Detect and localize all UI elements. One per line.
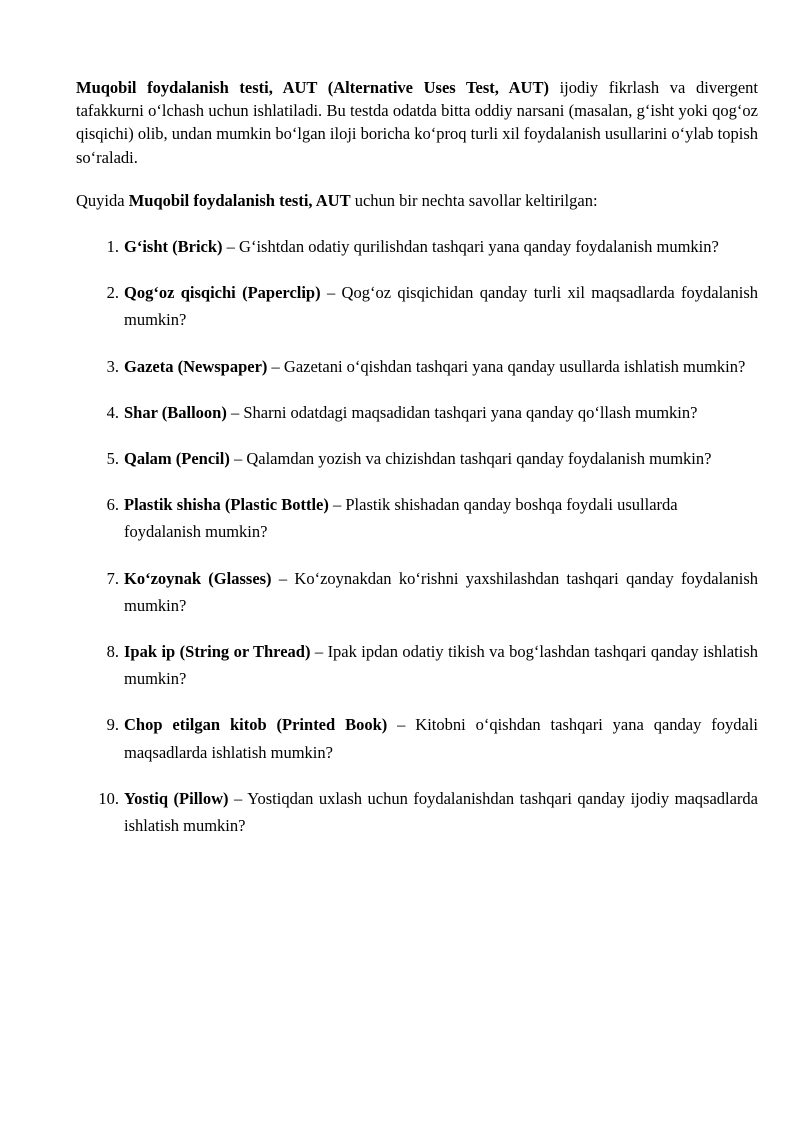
question-term: Plastik shisha (Plastic Bottle) xyxy=(124,495,329,515)
question-term: Yostiq (Pillow) xyxy=(124,788,229,808)
question-dash: – xyxy=(387,715,416,735)
intro-paragraph xyxy=(76,76,758,169)
list-intro-line xyxy=(76,189,758,212)
question-text: Yostiqdan uxlash uchun foydalanishdan tashqari qanday ijodiy maqsadlarda ishlatish mumkin? xyxy=(124,788,759,836)
question-term: Gazeta (Newspaper) xyxy=(124,356,268,376)
list-intro-after: uchun bir nechta savollar keltirilgan: xyxy=(350,190,598,210)
question-text: Gʻishtdan odatiy qurilishdan tashqari yana qanday foydalanish mumkin? xyxy=(239,237,719,257)
question-number: 7. xyxy=(106,568,119,588)
question-item xyxy=(76,711,758,765)
question-item xyxy=(76,399,758,426)
question-text: Kitobni oʻqishdan tashqari yana qanday foydali maqsadlarda ishlatish mumkin? xyxy=(124,715,758,762)
question-number: 1. xyxy=(106,237,119,257)
question-text: Gazetani oʻqishdan tashqari yana qanday usullarda ishlatish mumkin? xyxy=(283,356,746,376)
question-term: Gʻisht (Brick) xyxy=(124,237,223,257)
question-list xyxy=(76,233,758,839)
question-text: Plastik shishadan qanday boshqa foydali usullarda foydalanish mumkin? xyxy=(124,495,678,542)
question-dash: – xyxy=(229,449,247,469)
question-text: Qogʻoz qisqichidan qanday turli xil maqsadlarda foydalanish mumkin? xyxy=(124,283,758,330)
list-intro-before: Quyida xyxy=(76,190,129,210)
question-item xyxy=(76,491,758,545)
question-number: 9. xyxy=(106,715,119,735)
question-term: Chop etilgan kitob (Printed Book) xyxy=(124,715,388,735)
question-term: Ipak ip (String or Thread) xyxy=(124,642,311,662)
question-dash: – xyxy=(267,356,284,376)
question-dash: – xyxy=(320,283,342,303)
question-text: Sharni odatdagi maqsadidan tashqari yana qanday qoʻllash mumkin? xyxy=(243,402,698,422)
question-number: 4. xyxy=(106,402,119,422)
question-item xyxy=(76,279,758,333)
question-dash: – xyxy=(222,237,240,257)
question-dash: – xyxy=(228,788,248,808)
question-term: Qogʻoz qisqichi (Paperclip) xyxy=(124,283,321,303)
question-term: Koʻzoynak (Glasses) xyxy=(124,568,272,588)
question-item xyxy=(76,638,758,692)
question-item xyxy=(76,565,758,619)
question-number: 2. xyxy=(106,283,119,303)
question-item xyxy=(76,353,758,380)
intro-paragraph-rest: ijodiy fikrlash va divergent tafakkurni oʻlchash uchun ishlatiladi. Bu testda odatda bitta oddiy narsani (masalan, gʻisht yoki qogʻoz qisqichi) olib, undan mumkin boʻlgan iloji boricha koʻproq turli xil foydalanish usullarini oʻylab topish soʻraladi. xyxy=(76,78,758,167)
question-text: Koʻzoynakdan koʻrishni yaxshilashdan tashqari qanday foydalanish mumkin? xyxy=(124,568,758,615)
question-number: 5. xyxy=(106,449,119,469)
question-text: Qalamdan yozish va chizishdan tashqari qanday foydalanish mumkin? xyxy=(246,449,712,469)
intro-paragraph-lead: Muqobil foydalanish testi, AUT (Alternative Uses Test, AUT) xyxy=(76,78,549,97)
question-text: Ipak ipdan odatiy tikish va bogʻlashdan tashqari qanday ishlatish mumkin? xyxy=(124,642,759,689)
question-item xyxy=(76,233,758,260)
document-body xyxy=(76,76,758,839)
question-item xyxy=(76,785,758,839)
question-dash: – xyxy=(226,402,244,422)
question-number: 6. xyxy=(106,495,119,515)
question-term: Shar (Balloon) xyxy=(124,402,227,422)
question-number: 3. xyxy=(106,356,119,376)
question-dash: – xyxy=(271,568,295,588)
question-number: 10. xyxy=(98,788,119,808)
question-dash: – xyxy=(310,642,328,662)
question-item xyxy=(76,445,758,472)
question-term: Qalam (Pencil) xyxy=(124,449,230,469)
question-number: 8. xyxy=(106,642,119,662)
list-intro-bold: Muqobil foydalanish testi, AUT xyxy=(128,190,351,210)
question-dash: – xyxy=(328,495,346,515)
